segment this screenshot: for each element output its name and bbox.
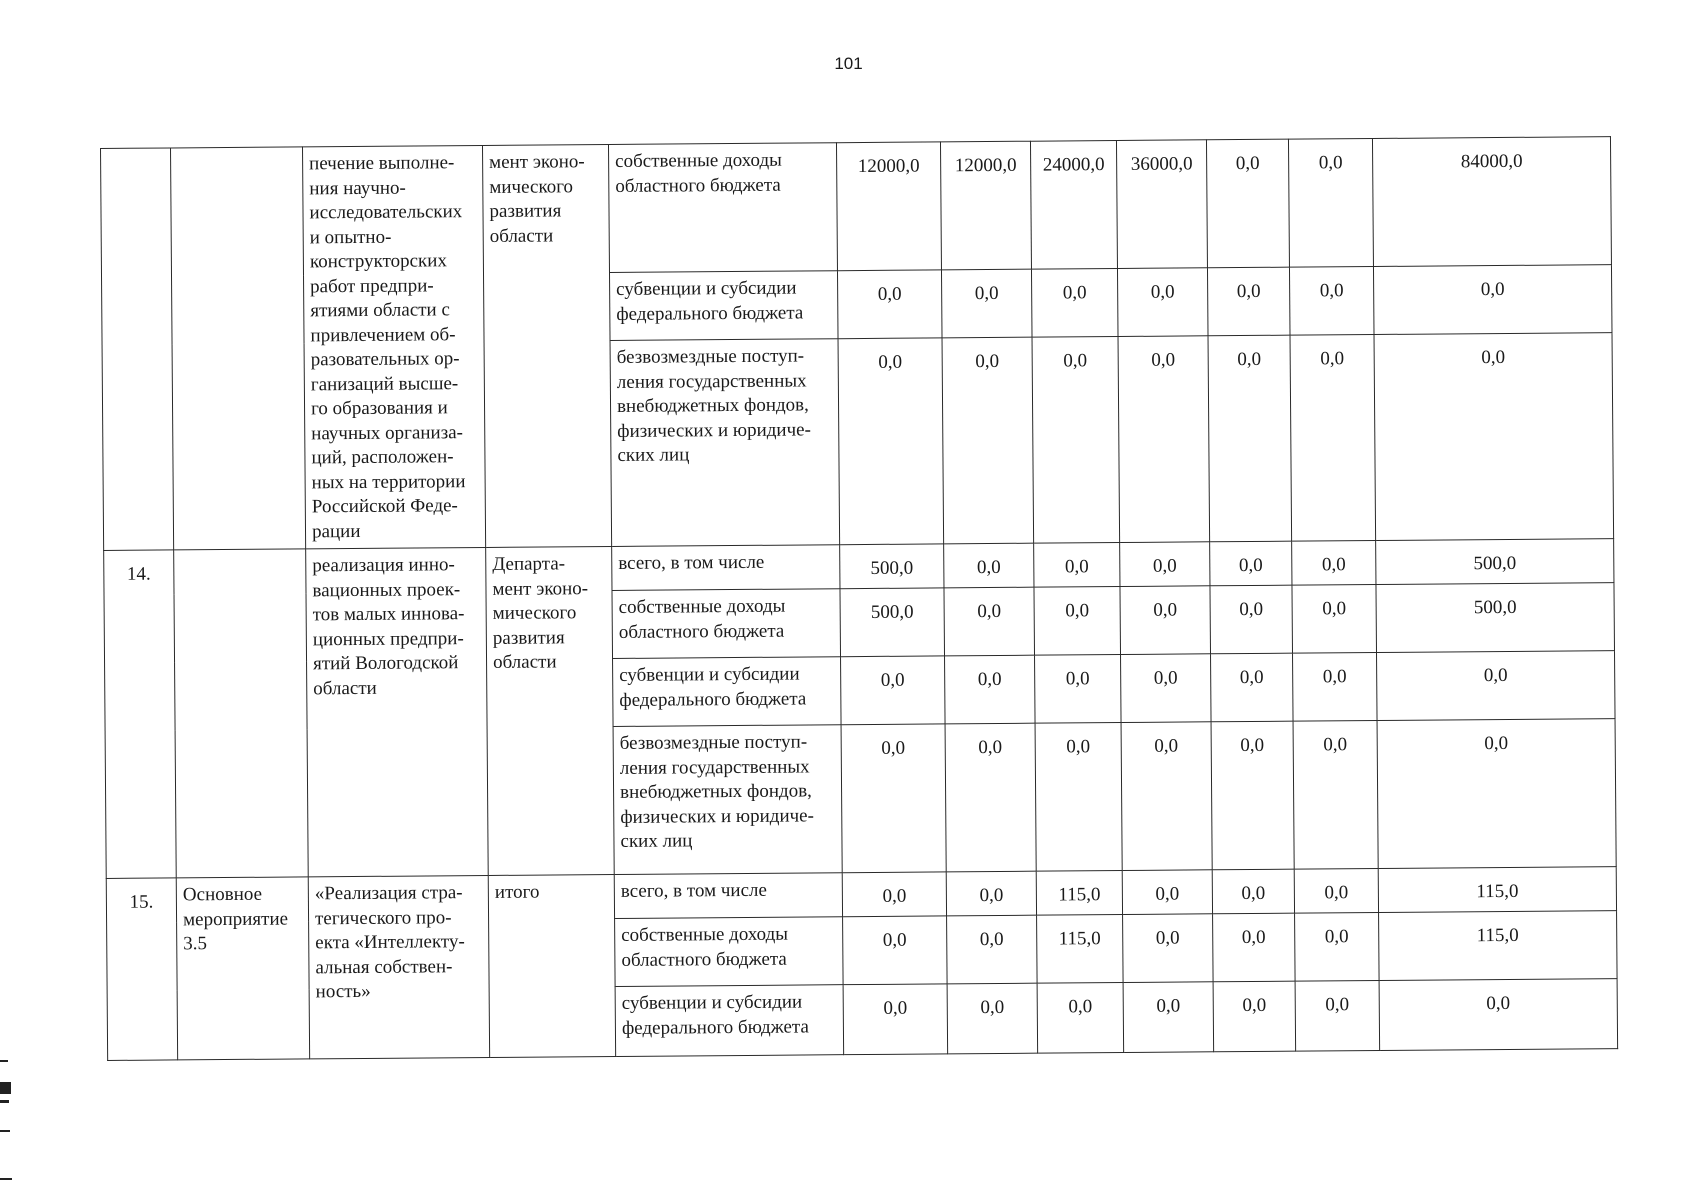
row-number-cell [101,148,174,551]
year-value-cell: 0,0 [1293,720,1378,869]
year-value-cell: 0,0 [1211,721,1294,870]
year-value-cell: 0,0 [1213,913,1296,982]
total-value-cell: 84000,0 [1372,137,1611,267]
event-title-cell: печение выполне- ния научно- исследовательских и опытно- конструкторских работ предпри- ятиями области с привлечением об- разовательных ор- ганизаций высше- го образования и научных организа- ций, расположен- ных на территории Российской Феде- рации [302,145,485,548]
year-value-cell: 0,0 [941,270,1032,339]
year-value-cell: 0,0 [1289,267,1374,336]
table-body [101,137,1618,1061]
year-value-cell: 12000,0 [836,142,941,271]
event-cell [171,147,306,550]
row-number-cell: 15. [106,878,177,1061]
total-value-cell: 0,0 [1373,265,1612,335]
funding-table-sheet [100,136,1617,1061]
funding-source-cell: собственные доходы областного бюджета [612,589,841,659]
event-cell: Основное мероприятие 3.5 [176,877,309,1060]
funding-source-cell: субвенции и субсидии федерального бюджета [613,657,842,727]
year-value-cell: 0,0 [843,916,948,985]
year-value-cell: 0,0 [1212,869,1294,914]
funding-source-cell: безвозмездные поступ- ления государственных внебюджетных фондов, физических и юридиче- ских лиц [610,339,840,546]
executor-cell: Департа- мент эконо- мического развития области [486,546,615,875]
total-value-cell: 115,0 [1378,867,1616,913]
year-value-cell: 0,0 [1123,914,1214,983]
year-value-cell: 0,0 [841,656,946,725]
year-value-cell: 0,0 [1210,541,1292,586]
total-value-cell: 115,0 [1379,911,1618,981]
year-value-cell: 0,0 [842,872,946,917]
year-value-cell: 115,0 [1037,914,1124,983]
year-value-cell: 24000,0 [1030,141,1117,270]
row-number-cell: 14. [104,550,177,879]
year-value-cell: 0,0 [1121,654,1212,723]
year-value-cell: 36000,0 [1116,140,1207,269]
year-value-cell: 0,0 [1034,587,1121,656]
year-value-cell: 0,0 [1295,912,1380,981]
year-value-cell: 0,0 [944,543,1034,588]
year-value-cell: 0,0 [1035,722,1122,871]
year-value-cell: 0,0 [1118,336,1210,542]
year-value-cell: 0,0 [1210,585,1293,654]
year-value-cell: 0,0 [838,338,944,544]
year-value-cell: 0,0 [1208,336,1292,542]
total-value-cell: 500,0 [1376,539,1614,585]
year-value-cell: 0,0 [1120,586,1211,655]
year-value-cell: 0,0 [1122,870,1212,915]
event-title-cell: «Реализация стра- тегического про- екта «Интеллекту- альная собствен- ность» [308,875,489,1058]
year-value-cell: 0,0 [1290,335,1376,541]
year-value-cell: 0,0 [946,871,1036,916]
year-value-cell: 0,0 [1034,543,1120,588]
year-value-cell: 0,0 [1123,982,1214,1053]
page-number: 101 [834,54,863,73]
year-value-cell: 0,0 [945,723,1036,872]
total-value-cell: 0,0 [1377,719,1616,869]
funding-source-cell: субвенции и субсидии федерального бюджета [609,271,838,341]
year-value-cell: 0,0 [1292,540,1376,585]
year-value-cell: 0,0 [1037,982,1124,1053]
year-value-cell: 0,0 [1288,139,1373,268]
executor-cell: итого [488,874,615,1057]
total-value-cell: 0,0 [1374,333,1614,540]
scan-edge-marks [0,1060,14,1190]
year-value-cell: 0,0 [1206,139,1289,268]
year-value-cell: 115,0 [1036,870,1122,915]
year-value-cell: 0,0 [1211,653,1294,722]
year-value-cell: 0,0 [841,724,946,873]
year-value-cell: 0,0 [1120,542,1210,587]
funding-source-cell: собственные доходы областного бюджета [615,917,844,987]
total-value-cell: 500,0 [1376,583,1615,653]
total-value-cell: 0,0 [1377,651,1616,721]
executor-cell: мент эконо- мического развития области [482,145,611,548]
year-value-cell: 0,0 [944,587,1035,656]
year-value-cell: 0,0 [945,655,1036,724]
funding-table [100,136,1618,1061]
year-value-cell: 0,0 [843,984,948,1055]
year-value-cell: 0,0 [1294,868,1378,913]
year-value-cell: 0,0 [1117,268,1208,337]
year-value-cell: 500,0 [840,544,944,589]
funding-source-cell: безвозмездные поступ- ления государственных внебюджетных фондов, физических и юридиче- ских лиц [613,725,842,875]
year-value-cell: 0,0 [942,338,1034,544]
year-value-cell: 0,0 [947,983,1038,1054]
year-value-cell: 0,0 [1293,652,1378,721]
funding-source-cell: собственные доходы областного бюджета [608,143,837,273]
table-row [101,137,1612,277]
year-value-cell: 0,0 [1035,655,1122,724]
total-value-cell: 0,0 [1379,979,1618,1051]
event-title-cell: реализация инно- вационных проек- тов малых иннова- ционных предпри- ятий Вологодской области [306,547,489,876]
year-value-cell: 0,0 [1292,584,1377,653]
year-value-cell: 0,0 [1121,722,1212,871]
year-value-cell: 0,0 [1295,980,1380,1051]
year-value-cell: 0,0 [837,270,942,339]
funding-source-cell: субвенции и субсидии федерального бюджета [615,985,844,1057]
funding-source-cell: всего, в том числе [614,873,842,919]
year-value-cell: 12000,0 [940,141,1031,270]
year-value-cell: 500,0 [840,588,945,657]
year-value-cell: 0,0 [947,915,1038,984]
event-cell [174,549,309,878]
funding-source-cell: всего, в том числе [612,545,840,591]
year-value-cell: 0,0 [1031,269,1118,338]
year-value-cell: 0,0 [1207,267,1290,336]
year-value-cell: 0,0 [1032,337,1120,543]
year-value-cell: 0,0 [1213,981,1296,1052]
